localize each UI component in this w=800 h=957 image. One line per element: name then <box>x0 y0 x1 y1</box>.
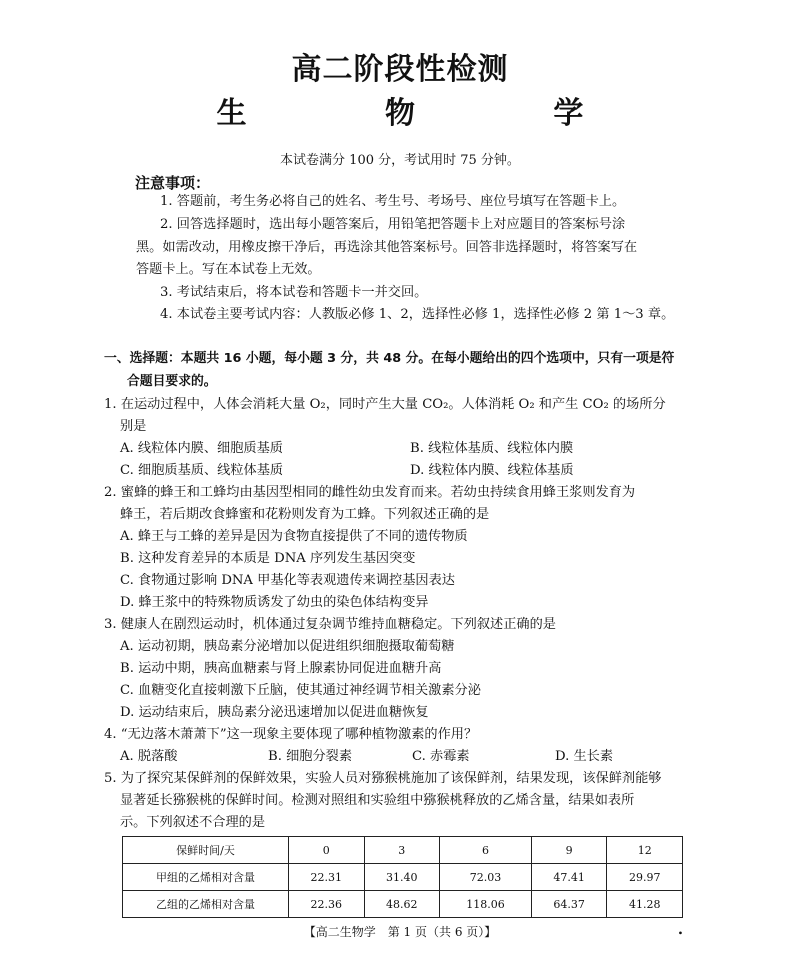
table-row-label: 甲组的乙烯相对含量 <box>123 864 289 891</box>
q1-option-c: C. 细胞质基质、线粒体基质 <box>120 463 284 478</box>
notice-title: 注意事项： <box>135 174 211 192</box>
section-heading-line1: 一、选择题：本题共 16 小题，每小题 3 分，共 48 分。在每小题给出的四个选项中，只有一项是符 <box>104 351 675 366</box>
table-header-cell: 保鲜时间/天 <box>123 837 289 864</box>
q1-stem-line2: 别是 <box>120 419 147 434</box>
table-cell: 29.97 <box>607 864 683 891</box>
table-header-cell: 3 <box>364 837 440 864</box>
table-cell: 22.36 <box>289 891 365 918</box>
q2-stem-line1: 2. 蜜蜂的蜂王和工蜂均由基因型相同的雌性幼虫发育而来。若幼虫持续食用蜂王浆则发育为 <box>104 485 636 500</box>
q2-option-d: D. 蜂王浆中的特殊物质诱发了幼虫的染色体结构变异 <box>120 595 429 610</box>
notice-line-5: 3. 考试结束后，将本试卷和答题卡一并交回。 <box>160 285 428 300</box>
table-cell: 31.40 <box>364 864 440 891</box>
q3-option-b: B. 运动中期，胰高血糖素与肾上腺素协同促进血糖升高 <box>120 661 442 676</box>
table-header-row <box>123 837 683 864</box>
q1-option-b: B. 线粒体基质、线粒体内膜 <box>410 441 574 456</box>
table-cell: 47.41 <box>531 864 607 891</box>
table-row-label: 乙组的乙烯相对含量 <box>123 891 289 918</box>
notice-line-1: 1. 答题前，考生务必将自己的姓名、考生号、考场号、座位号填写在答题卡上。 <box>160 194 626 209</box>
table-header-cell: 0 <box>289 837 365 864</box>
table-cell: 22.31 <box>289 864 365 891</box>
q4-stem-line1: 4. “无边落木萧萧下”这一现象主要体现了哪种植物激素的作用？ <box>104 727 478 742</box>
q5-stem-line1: 5. 为了探究某保鲜剂的保鲜效果，实验人员对猕猴桃施加了该保鲜剂，结果发现，该保鲜剂能够 <box>104 771 662 786</box>
section-heading-line2: 合题目要求的。 <box>127 374 217 389</box>
table-header-cell: 6 <box>440 837 532 864</box>
q1-option-a: A. 线粒体内膜、细胞质基质 <box>120 441 283 456</box>
notice-line-3: 黑。如需改动，用橡皮擦干净后，再选涂其他答案标号。回答非选择题时，将答案写在 <box>136 240 638 255</box>
q4-option-c: C. 赤霉素 <box>412 749 470 764</box>
table-header-cell: 9 <box>531 837 607 864</box>
q2-stem-line2: 蜂王，若后期改食蜂蜜和花粉则发育为工蜂。下列叙述正确的是 <box>120 507 490 522</box>
q2-option-b: B. 这种发育差异的本质是 DNA 序列发生基因突变 <box>120 551 416 566</box>
q1-option-d: D. 线粒体内膜、线粒体基质 <box>410 463 574 478</box>
q4-option-a: A. 脱落酸 <box>120 749 178 764</box>
table-cell: 64.37 <box>531 891 607 918</box>
q5-stem-line2: 显著延长猕猴桃的保鲜时间。检测对照组和实验组中猕猴桃释放的乙烯含量，结果如表所 <box>120 793 635 808</box>
table-cell: 48.62 <box>364 891 440 918</box>
q4-option-b: B. 细胞分裂素 <box>268 749 353 764</box>
table-row <box>123 891 683 918</box>
q3-option-a: A. 运动初期，胰岛素分泌增加以促进组织细胞摄取葡萄糖 <box>120 639 455 654</box>
exam-intro: 本试卷满分 100 分，考试用时 75 分钟。 <box>280 153 520 168</box>
q5-stem-line3: 示。下列叙述不合理的是 <box>120 815 266 830</box>
table-cell: 118.06 <box>440 891 532 918</box>
q2-option-c: C. 食物通过影响 DNA 甲基化等表观遗传来调控基因表达 <box>120 573 455 588</box>
notice-line-6: 4. 本试卷主要考试内容：人教版必修 1、2，选择性必修 1，选择性必修 2 第 1～3 章。 <box>160 307 675 322</box>
q2-option-a: A. 蜂王与工蜂的差异是因为食物直接提供了不同的遗传物质 <box>120 529 468 544</box>
q4-option-d: D. 生长素 <box>555 749 614 764</box>
table-header-cell: 12 <box>607 837 683 864</box>
q1-stem-line1: 1. 在运动过程中，人体会消耗大量 O₂，同时产生大量 CO₂。人体消耗 O₂ 和产生 CO₂ 的场所分 <box>104 397 666 412</box>
page-footer: 【高二生物学 第 1 页（共 6 页）】 <box>303 925 497 939</box>
table-cell: 72.03 <box>440 864 532 891</box>
notice-line-4: 答题卡上。写在本试卷上无效。 <box>136 262 321 277</box>
notice-line-2: 2. 回答选择题时，选出每小题答案后，用铅笔把答题卡上对应题目的答案标号涂 <box>160 217 626 232</box>
exam-title: 高二阶段性检测 <box>291 52 509 87</box>
q3-stem-line1: 3. 健康人在剧烈运动时，机体通过复杂调节维持血糖稳定。下列叙述正确的是 <box>104 617 556 632</box>
q3-option-d: D. 运动结束后，胰岛素分泌迅速增加以促进血糖恢复 <box>120 705 429 720</box>
table-row <box>123 864 683 891</box>
corner-mark: ∙ <box>678 928 683 939</box>
table-cell: 41.28 <box>607 891 683 918</box>
q3-option-c: C. 血糖变化直接刺激下丘脑，使其通过神经调节相关激素分泌 <box>120 683 481 698</box>
exam-subject: 生 物 学 <box>216 96 628 131</box>
ethylene-table <box>122 836 683 918</box>
